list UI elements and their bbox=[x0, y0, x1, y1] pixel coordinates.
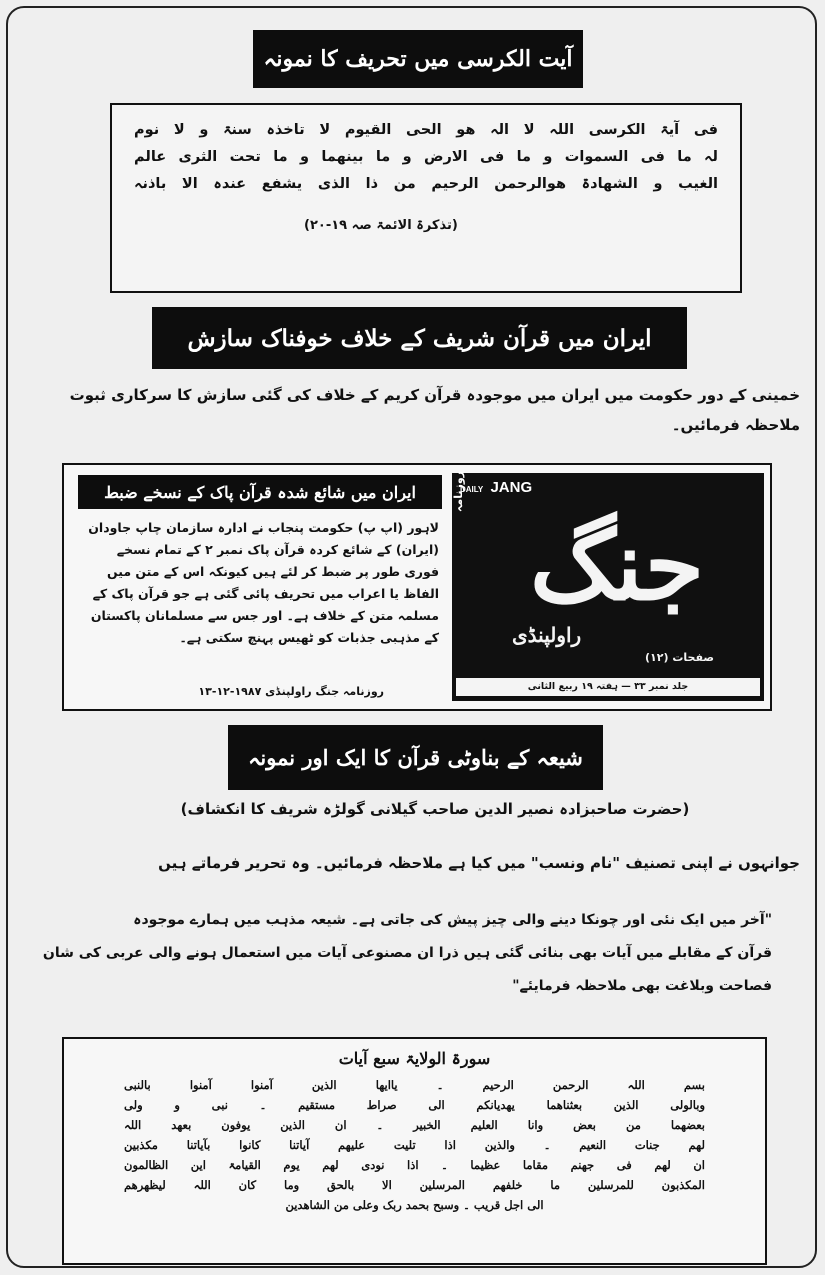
title-iran-conspiracy: ایران میں قرآن شریف کے خلاف خوفناک سازش bbox=[152, 307, 687, 369]
subtitle-revelation: (حضرت صاحبزادہ نصیر الدین صاحب گیلانی گولڑہ شریف کا انکشاف) bbox=[180, 800, 690, 818]
quote-line: قرآن کے مقابلے میں آیات بھی بنائی گئی ہیں ذرا ان مصنوعی آیات میں استعمال ہونے والی عربی کی شان bbox=[42, 945, 772, 961]
ayat-line: لہ ما فی السموات و ما فی الارض و ما بینھما و ما تحت الثری عالم bbox=[134, 149, 718, 165]
surah-line: بعضھما من بعض وانا العلیم الخبیر ۔ ان الذین یوفون بعھد اللہ bbox=[124, 1118, 705, 1132]
surah-title: سورۃ الولایۃ سبع آیات bbox=[338, 1049, 491, 1068]
clipping-body: لاہور (اپ پ) حکومت پنجاب نے ادارہ سازمان چاپ جاودان (ایران) کے شائع کردہ قرآن پاک نمبر ۲ کے تمام نسخے فوری طور پر ضبط کر لئے ہیں کیونکہ اس کے متن میں الفاظ یا اعراب میں تحریف پائی گئی ہے جو قرآن پاک کے مسلمہ متن کے خلاف ہے۔ اور جس سے مسلمانان پاکستان کے مذہبی جذبات کو ٹھیس پہنچ سکتی ہے۔ bbox=[88, 520, 439, 645]
surah-box bbox=[62, 1037, 767, 1265]
masthead-footer: جلد نمبر ۳۳ — ہفتہ ۱۹ ربیع الثانی bbox=[456, 678, 760, 696]
surah-line: لھم جنات النعیم ۔ والذین اذا تلیت علیھم آیاتنا کانوا بآیاتنا مکذبین bbox=[124, 1138, 705, 1152]
masthead-name: جنگ bbox=[529, 509, 705, 622]
intro-paragraph: خمینی کے دور حکومت میں ایران میں موجودہ قرآن کریم کے خلاف کی گئی سازش کا سرکاری ثبوت ملاحظہ فرمائیں۔ bbox=[69, 386, 800, 434]
clipping-source: روزنامہ جنگ راولپنڈی ۱۹۸۷-۱۲-۱۳ bbox=[198, 685, 384, 698]
surah-line: الی اجل قریب ۔ وسبح بحمد ربک وعلی من الشاھدین bbox=[285, 1198, 544, 1212]
masthead-tag: DAILY bbox=[460, 485, 484, 494]
newspaper-clipping bbox=[62, 463, 772, 711]
ayat-quote-box bbox=[110, 103, 742, 293]
surah-line: المکذبون للمرسلین ما خلفھم المرسلین الا بالحق وما کان اللہ لیظھرھم bbox=[124, 1178, 705, 1192]
ayat-line: فی آیۃ الکرسی اللہ لا الہ ھو الحی القیوم لا تاخذہ سنۃ و لا نوم bbox=[134, 122, 718, 138]
quote-text bbox=[40, 904, 772, 1003]
quote-line: فصاحت وبلاغت بھی ملاحظہ فرمایئے" bbox=[512, 978, 772, 994]
surah-line: بسم اللہ الرحمن الرحیم ۔ یاایھا الذین آمنوا آمنوا بالنبی bbox=[124, 1078, 705, 1092]
quote-line: "آخر میں ایک نئی اور چونکا دینے والی چیز پیش کی جاتی ہے۔ شیعہ مذہب میں ہمارے موجودہ bbox=[133, 912, 772, 928]
surah-line: ان لھم فی جھنم مقاما عظیما ۔ اذا نودی لھم یوم القیامۃ این الظالمون bbox=[124, 1158, 705, 1172]
masthead-city: راولپنڈی bbox=[512, 623, 582, 647]
title-ayat-ul-kursi: آیت الکرسی میں تحریف کا نمونہ bbox=[253, 30, 583, 88]
jang-masthead bbox=[452, 473, 764, 701]
surah-line: وبالولی الذین بعثناھما یھدیانکم الی صراط مستقیم ۔ نبی و ولی bbox=[124, 1098, 705, 1112]
masthead-pages: صفحات (۱۲) bbox=[645, 651, 714, 664]
masthead-daily: روزنامہ bbox=[452, 471, 465, 513]
title-another-sample: شیعہ کے بناوٹی قرآن کا ایک اور نمونہ bbox=[228, 725, 603, 790]
ayat-line: الغیب و الشھادۃ ھوالرحمن الرحیم من ذا الذی یشفع عندہ الا باذنہ bbox=[134, 176, 718, 192]
paragraph-nam-o-nasab: جوانہوں نے اپنی تصنیف "نام ونسب" میں کیا ہے ملاحظہ فرمائیں۔ وہ تحریر فرماتے ہیں bbox=[158, 854, 800, 872]
masthead-english: JANG bbox=[490, 479, 533, 496]
clipping-headline: ایران میں شائع شدہ قرآن پاک کے نسخے ضبط bbox=[78, 475, 442, 509]
ayat-reference: (تذکرۃ الائمۃ صہ ۱۹-۲۰) bbox=[304, 218, 458, 233]
